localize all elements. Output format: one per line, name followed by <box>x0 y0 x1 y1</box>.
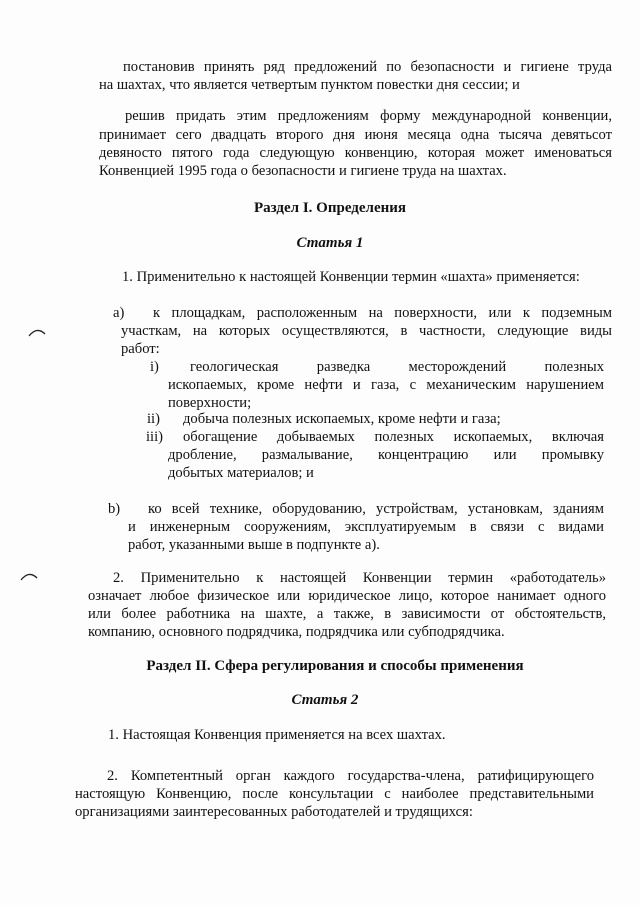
text-line: и инженерным сооружениям, эксплуатируемым в связи с видами <box>128 519 604 535</box>
margin-mark-2 <box>20 570 38 582</box>
text-line: добыча полезных ископаемых, кроме нефти и газа; <box>183 411 501 427</box>
list-label: iii) <box>146 429 164 445</box>
text-line: компанию, основного подрядчика, подрядчика или субподрядчика. <box>88 624 505 640</box>
text-line: на шахтах, что является четвертым пунктом повестки дня сессии; и <box>99 77 520 93</box>
text-line: обогащение добываемых полезных ископаемых, включая <box>183 429 604 445</box>
text-line: добытых материалов; и <box>168 465 314 481</box>
text-line: 2. Компетентный орган каждого государства-члена, ратифицирующего <box>107 768 594 784</box>
text-line: организациями заинтересованных работодателей и трудящихся: <box>75 804 473 820</box>
text-line: дробление, размалывание, концентрацию или промывку <box>168 447 604 463</box>
article-heading: Статья 1 <box>296 235 364 251</box>
list-label: b) <box>108 501 121 517</box>
text-line: 1. Применительно к настоящей Конвенции термин «шахта» применяется: <box>122 269 580 285</box>
text-line: поверхности; <box>168 395 252 411</box>
text-line: работ, указанными выше в подпункте а). <box>128 537 380 553</box>
text-line: 1. Настоящая Конвенция применяется на всех шахтах. <box>108 727 446 743</box>
text-line: постановив принять ряд предложений по безопасности и гигиене труда <box>123 59 612 75</box>
text-line: решив придать этим предложениям форму международной конвенции, <box>125 108 612 124</box>
section-heading: Раздел II. Сфера регулирования и способы применения <box>146 658 524 674</box>
text-line: к площадкам, расположенным на поверхности, или к подземным <box>153 305 612 321</box>
text-line: настоящую Конвенцию, после консультации с наиболее представительными <box>75 786 594 802</box>
list-label: a) <box>113 305 125 321</box>
text-line: девяносто пятого года следующую конвенцию, которая может именоваться <box>99 145 612 161</box>
text-line: принимает сего двадцать второго дня июня месяца одна тысяча девятьсот <box>99 127 612 143</box>
text-line: участкам, на которых осуществляются, в частности, следующие виды <box>121 323 612 339</box>
margin-mark-1 <box>28 326 46 338</box>
text-line: Конвенцией 1995 года о безопасности и гигиене труда на шахтах. <box>99 163 507 179</box>
text-line: 2. Применительно к настоящей Конвенции термин «работодатель» <box>113 570 606 586</box>
list-label: ii) <box>147 411 160 427</box>
text-line: ископаемых, кроме нефти и газа, с механическим нарушением <box>168 377 604 393</box>
text-line: геологическая разведка месторождений полезных <box>190 359 604 375</box>
article-heading: Статья 2 <box>291 692 359 708</box>
list-label: i) <box>150 359 159 375</box>
text-line: или более работника на шахте, а также, в зависимости от обстоятельств, <box>88 606 606 622</box>
text-line: означает любое физическое или юридическое лицо, которое нанимает одного <box>88 588 606 604</box>
text-line: работ: <box>121 341 160 357</box>
section-heading: Раздел I. Определения <box>254 200 406 216</box>
text-line: ко всей технике, оборудованию, устройствам, установкам, зданиям <box>148 501 604 517</box>
